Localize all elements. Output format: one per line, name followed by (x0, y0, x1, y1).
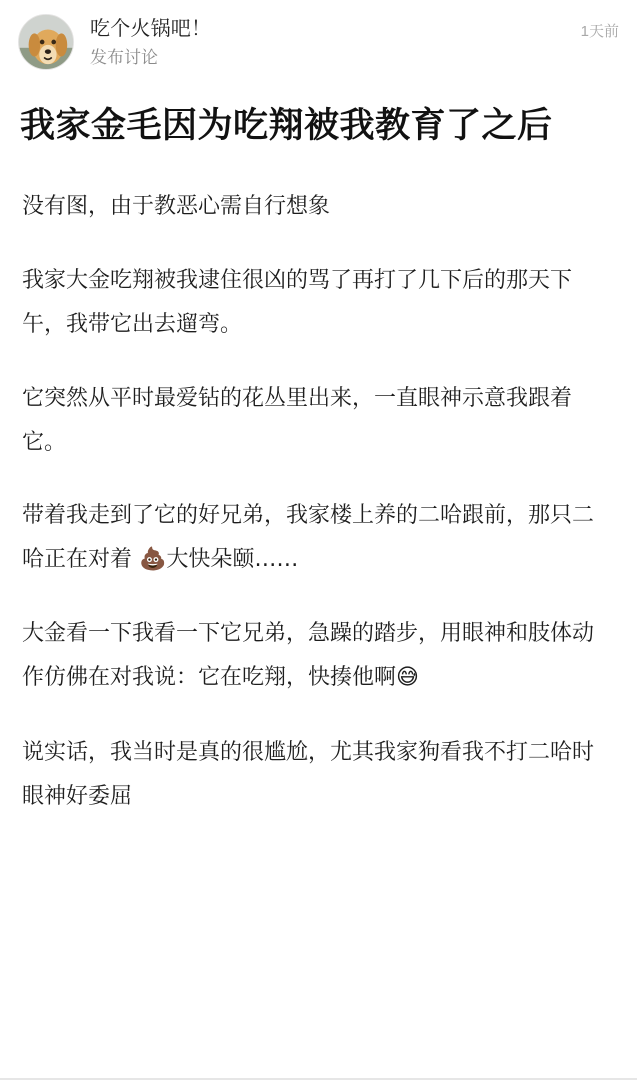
post-header (0, 0, 637, 80)
post-action-label: 发布讨论 (90, 48, 158, 67)
page-title: 我家金毛因为吃翔被我教育了之后 (20, 106, 553, 145)
post-paragraph: 它突然从平时最爱钻的花丛里出来，一直眼神示意我跟着它。 (22, 385, 573, 454)
header-text-block (90, 14, 619, 70)
post-paragraph: 我家大金吃翔被我逮住很凶的骂了再打了几下后的那天下午，我带它出去遛弯。 (22, 267, 573, 336)
post-time: 1天前 (580, 23, 619, 40)
avatar[interactable] (18, 14, 74, 70)
post-paragraph: 说实话，我当时是真的很尴尬，尤其我家狗看我不打二哈时眼神好委屈 (22, 739, 595, 808)
post-paragraph: 带着我走到了它的好兄弟，我家楼上养的二哈跟前，那只二哈正在对着 💩大快朵颐…… (22, 503, 595, 572)
post-body (0, 150, 637, 818)
post-paragraph: 大金看一下我看一下它兄弟，急躁的踏步，用眼神和肢体动作仿佛在对我说：它在吃翔，快揍他啊😅 (22, 621, 595, 690)
golden-retriever-avatar-icon (19, 15, 73, 69)
group-name[interactable]: 吃个火锅吧！ (90, 18, 212, 40)
post-paragraph: 没有图，由于教恶心需自行想象 (22, 193, 331, 218)
